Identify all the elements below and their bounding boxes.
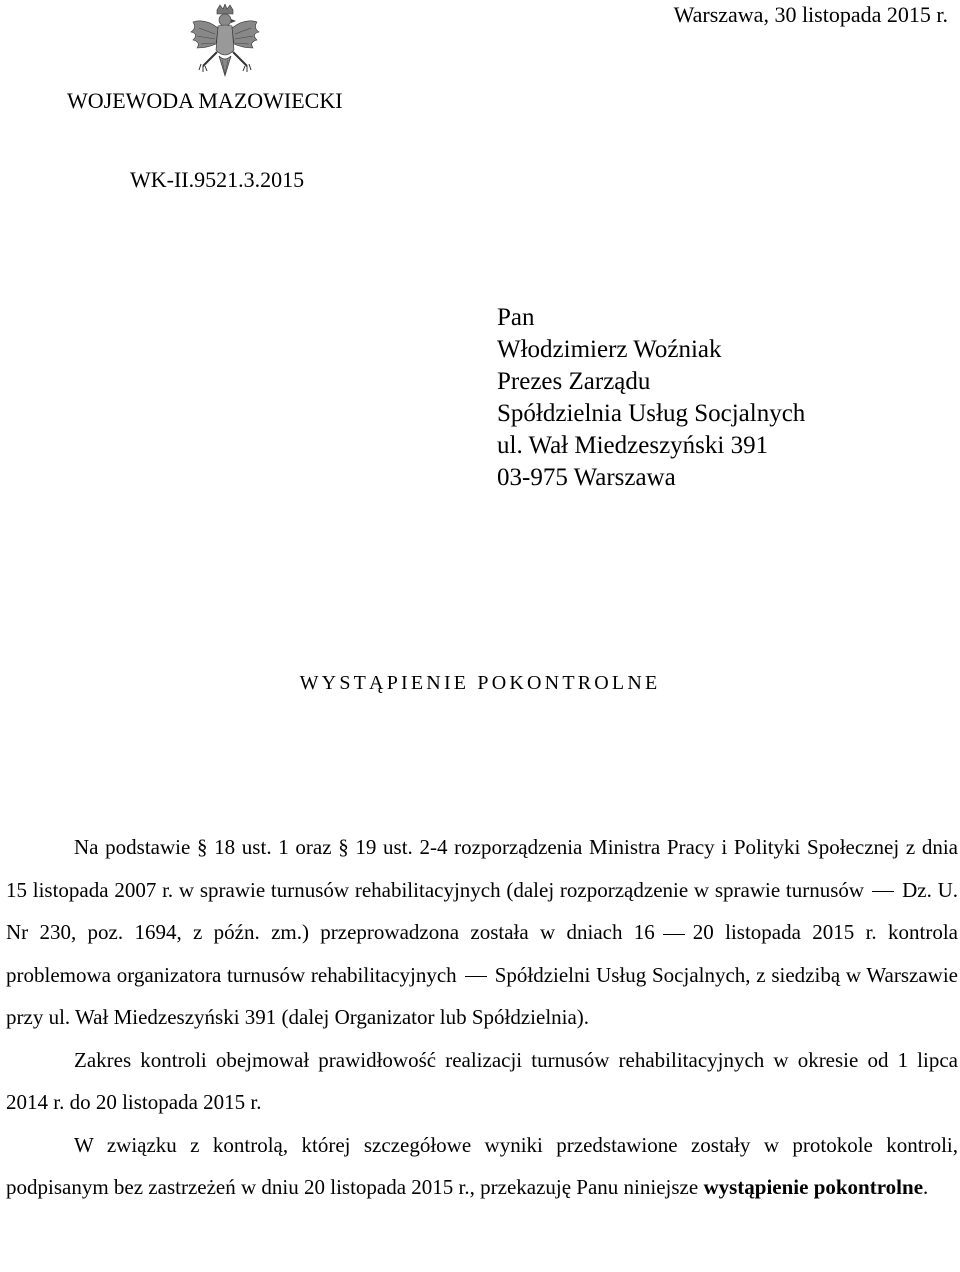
paragraph-end: . [923, 1175, 929, 1199]
paragraph-text: Na podstawie § 18 ust. 1 oraz § 19 ust. 2-4 rozporządzenia Ministra Pracy i Polityki Społecznej z dnia 15 listopada 2007 r. w sprawie turnusów rehabilitacyjnych (dalej rozporządzenie w sprawie turnusów [6, 835, 958, 902]
document-title: WYSTĄPIENIE POKONTROLNE [299, 672, 661, 694]
paragraph-text: 20 listopada 2015 r. kontrola problemowa organizatora turnusów rehabilitacyjnych [6, 920, 958, 987]
polish-eagle-emblem [187, 4, 263, 88]
recipient-name: Włodzimierz Woźniak [497, 336, 722, 363]
reference-number: WK-II.9521.3.2015 [130, 167, 305, 192]
recipient-street: ul. Wał Miedzeszyński 391 [497, 432, 769, 459]
paragraph-text: W związku z kontrolą, której szczegółowe wyniki przedstawione zostały w protokole kontroli, podpisanym bez zastrzeżeń w dniu 20 listopada 2015 r., przekazuję Panu niniejsze [6, 1132, 958, 1199]
paragraph-text: Dz. U. Nr 230, poz. 1694, z późn. zm.) przeprowadzona została w dniach 16 [6, 877, 959, 944]
dash-separator [872, 891, 894, 892]
paragraph-legal-basis [6, 826, 958, 1039]
paragraph-text: Spółdzielni Usług Socjalnych, z siedzibą w Warszawie przy ul. Wał Miedzeszyński 391 (dalej Organizator lub Spółdzielnia). [6, 962, 959, 1029]
recipient-city: 03-975 Warszawa [497, 464, 676, 491]
recipient-salutation: Pan [497, 304, 535, 331]
recipient-position: Prezes Zarządu [497, 368, 651, 395]
recipient-address [497, 302, 805, 494]
issuing-office: WOJEWODA MAZOWIECKI [67, 88, 343, 113]
paragraph-scope: Zakres kontroli obejmował prawidłowość realizacji turnusów rehabilitacyjnych w okresie od 1 lipca 2014 r. do 20 listopada 2015 r. [6, 1047, 958, 1114]
emphasized-text: wystąpienie pokontrolne [703, 1175, 924, 1199]
paragraph-conclusion [6, 1124, 958, 1209]
dash-separator [465, 976, 487, 977]
dash-separator [663, 934, 685, 935]
letter-body [6, 826, 958, 1209]
letter-date: Warszawa, 30 listopada 2015 r. [673, 2, 948, 27]
recipient-organization: Spółdzielnia Usług Socjalnych [497, 400, 806, 427]
